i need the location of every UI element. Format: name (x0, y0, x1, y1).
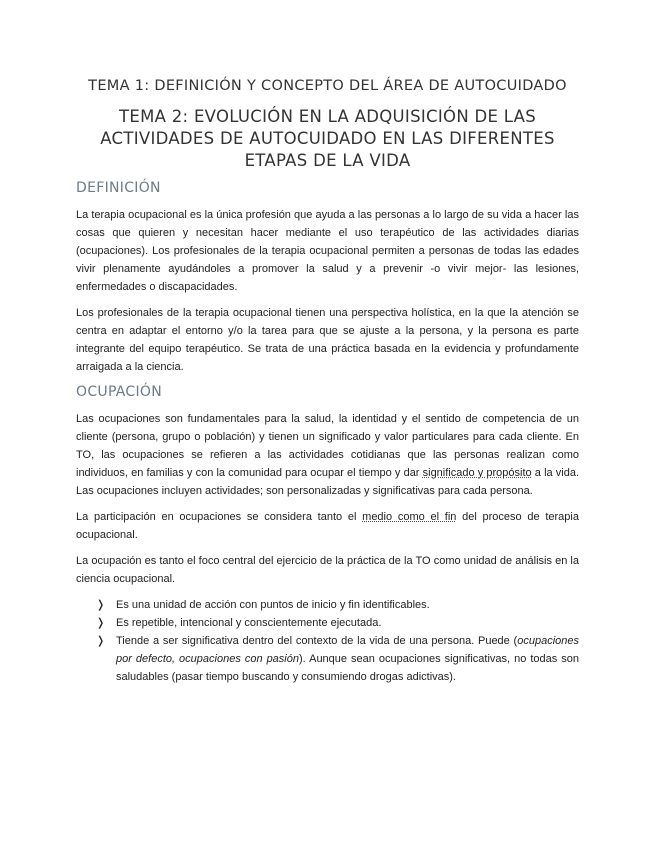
italic-phrase: ocupaciones por defecto, ocupaciones con pasión (116, 635, 579, 665)
bullet-list (76, 596, 579, 686)
paragraph-definicion-1: La terapia ocupacional es la única profesión que ayuda a las personas a lo largo de su vida a hacer las cosas que quieren y necesitan hacer mediante el uso terapéutico de las actividades diarias (ocupaciones). Los profesionales de la terapia ocupacional permiten a personas de todas las edades vivir plenamente ayudándoles a promover la salud y a prevenir -o vivir mejor- las lesiones, enfermedades o discapacidades. (76, 209, 579, 293)
chevron-right-icon: ❭ (96, 617, 106, 629)
heading-ocupacion: OCUPACIÓN (76, 384, 163, 400)
list-item (76, 632, 579, 686)
text-run: Tiende a ser significativa dentro del contexto de la vida de una persona. Puede ( (116, 635, 518, 647)
list-item (76, 614, 579, 632)
paragraph-ocupacion-1 (76, 410, 579, 500)
paragraph-ocupacion-3: La ocupación es tanto el foco central del ejercicio de la práctica de la TO como unidad de análisis en la ciencia ocupacional. (76, 555, 579, 585)
title-tema-1: TEMA 1: DEFINICIÓN Y CONCEPTO DEL ÁREA DE AUTOCUIDADO (88, 78, 567, 94)
chevron-right-icon: ❭ (96, 635, 106, 647)
paragraph-definicion-2: Los profesionales de la terapia ocupacional tienen una perspectiva holística, en la que la atención se centra en adaptar el entorno y/o la tarea para que se ajuste a la persona, y la persona es parte integrante del equipo terapéutico. Se trata de una práctica basada en la evidencia y profundamente arraigada a la ciencia. (76, 307, 579, 373)
text-run: ). Aunque sean ocupaciones significativas, no todas son saludables (pasar tiempo buscando y consumiendo drogas adictivas). (116, 653, 579, 683)
chevron-right-icon: ❭ (96, 599, 106, 611)
text-run: a la vida. Las ocupaciones incluyen actividades; son personalizadas y significativas para cada persona. (76, 467, 580, 497)
title-tema-2: TEMA 2: EVOLUCIÓN EN LA ADQUISICIÓN DE LAS ACTIVIDADES DE AUTOCUIDADO EN LAS DIFERENTES ETAPAS DE LA VIDA (100, 107, 555, 170)
text-run: del proceso de terapia ocupacional. (76, 511, 579, 541)
list-item-text: Es repetible, intencional y conscientemente ejecutada. (116, 617, 382, 629)
text-run: La participación en ocupaciones se considera tanto el (76, 511, 363, 523)
text-run: Las ocupaciones son fundamentales para la salud, la identidad y el sentido de competencia de un cliente (persona, grupo o población) y tienen un significado y valor particulares para cada cliente. En TO, las ocupaciones se refieren a las actividades cotidianas que las personas realizan como individuos, en familias y con la comunidad para ocupar el tiempo y dar (76, 413, 579, 479)
list-item (76, 596, 579, 614)
underlined-phrase: medio como el fin (362, 511, 457, 523)
heading-definicion: DEFINICIÓN (76, 180, 161, 196)
paragraph-ocupacion-2 (76, 508, 579, 544)
list-item-text: Es una unidad de acción con puntos de inicio y fin identificables. (116, 599, 430, 611)
underlined-phrase: significado y propósito (422, 467, 532, 479)
